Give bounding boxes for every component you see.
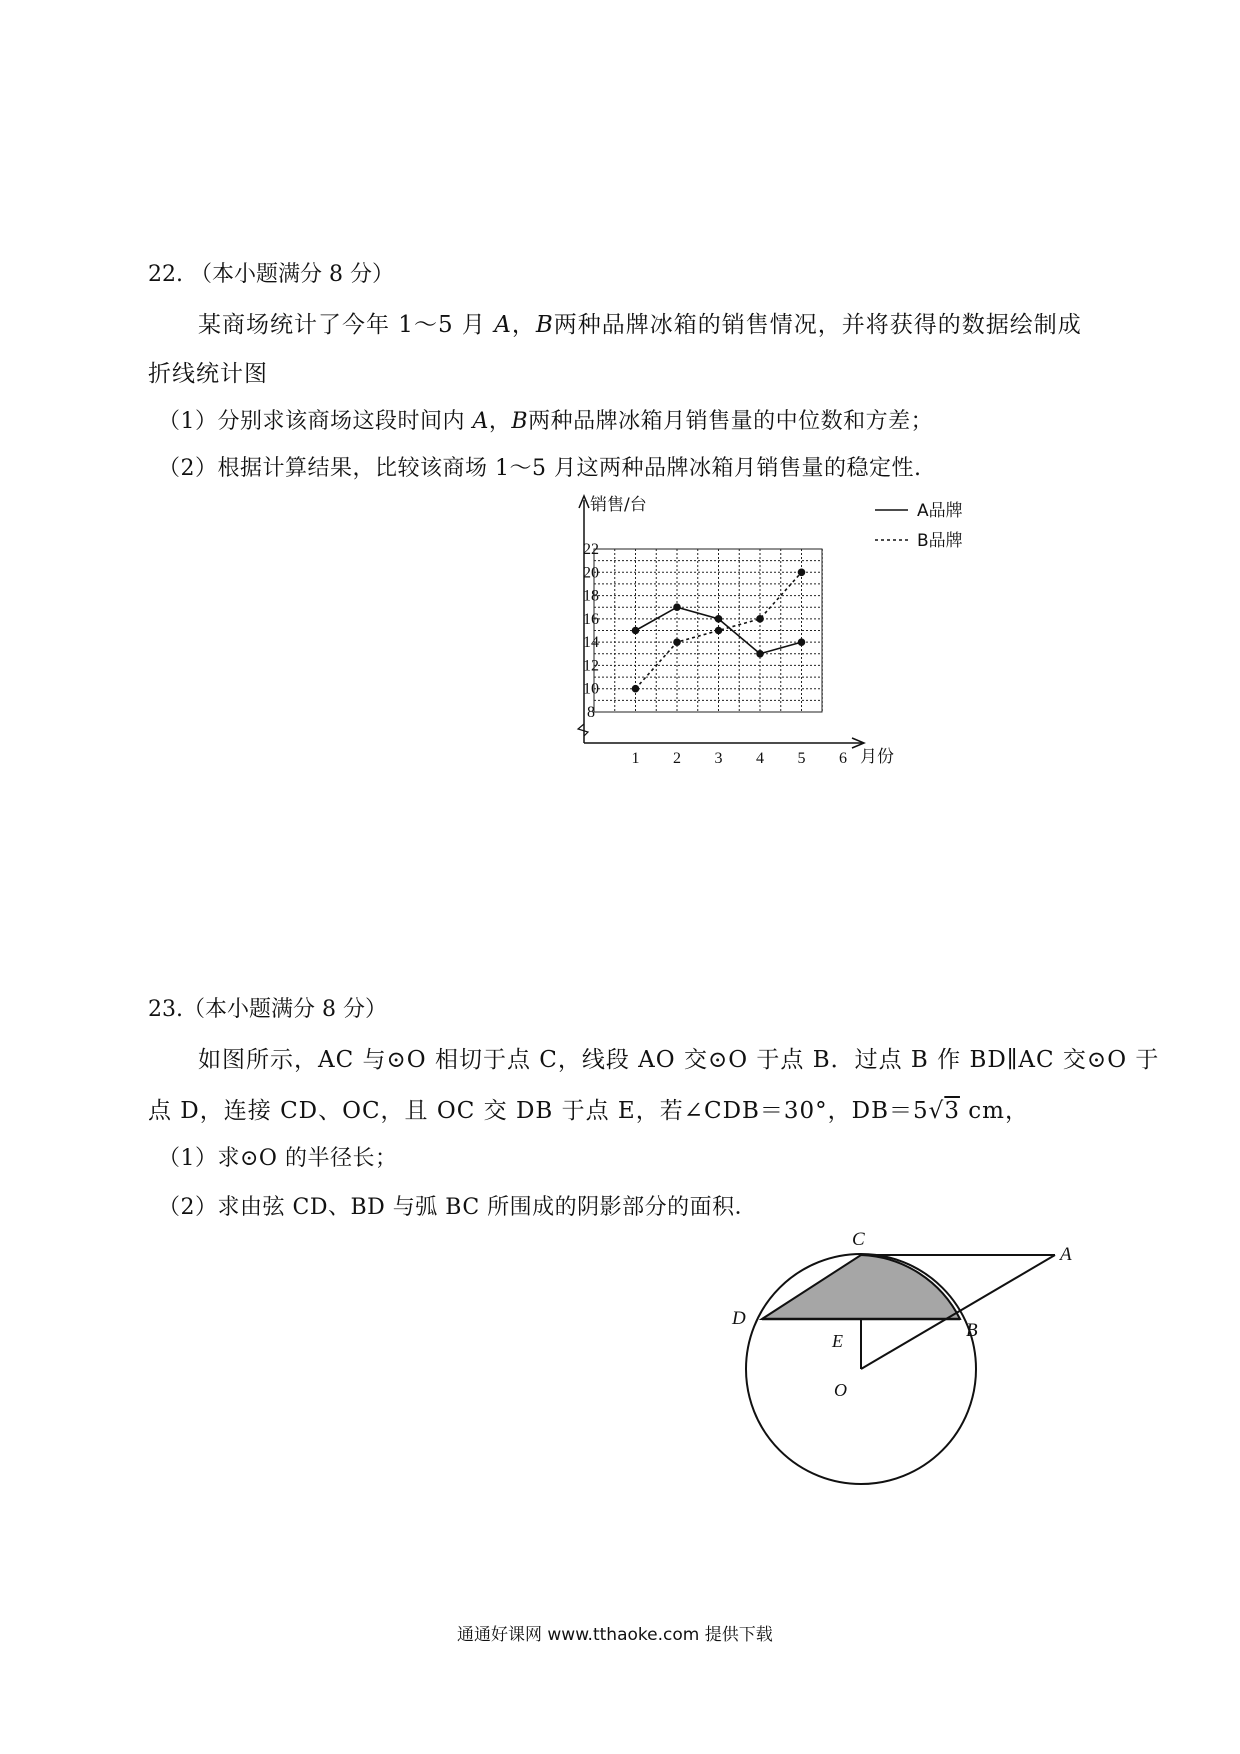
data-point-b — [715, 627, 723, 635]
q22-part1-var-b: B — [511, 409, 529, 434]
data-point-b — [673, 638, 681, 646]
y-tick-label: 10 — [583, 680, 599, 698]
sqrt-radicand: 3 — [944, 1098, 960, 1124]
circle-tangent-figure — [720, 1230, 1120, 1510]
data-point-a — [715, 615, 723, 623]
data-point-b — [632, 685, 640, 693]
y-axis-label: 销售/台 — [590, 495, 647, 515]
q22-intro-comma: ， — [511, 312, 536, 338]
x-tick-label: 6 — [839, 750, 847, 767]
data-point-b — [798, 568, 806, 576]
q22-part1 — [158, 404, 933, 435]
x-tick-label: 3 — [714, 750, 723, 767]
y-tick-label: 20 — [583, 564, 599, 582]
shaded-region — [762, 1255, 960, 1319]
data-point-b — [756, 615, 764, 623]
q22-part1-comma: ， — [488, 409, 512, 434]
q23-part2: （2）求由弦 CD、BD 与弧 BC 所围成的阴影部分的面积． — [158, 1195, 758, 1220]
sqrt-symbol: √ — [928, 1098, 945, 1124]
y-tick-label: 18 — [583, 587, 599, 605]
label-d: D — [732, 1308, 746, 1329]
label-b: B — [966, 1320, 978, 1341]
legend-label-a: A品牌 — [917, 501, 963, 521]
page-footer: 通通好课网 www.tthaoke.com 提供下载 — [457, 1625, 773, 1645]
label-a: A — [1060, 1244, 1072, 1265]
data-point-a — [673, 603, 681, 611]
label-c: C — [852, 1230, 865, 1250]
data-point-a — [756, 650, 764, 658]
label-o: O — [834, 1380, 847, 1400]
q23-intro-line2-unit: cm， — [959, 1098, 1029, 1124]
y-tick-label: 12 — [583, 657, 599, 675]
q22-part2: （2）根据计算结果，比较该商场 1～5 月这两种品牌冰箱月销售量的稳定性. — [158, 456, 922, 481]
sales-line-chart — [560, 488, 990, 778]
y-tick-label: 8 — [587, 704, 595, 721]
legend-label-b: B品牌 — [917, 531, 963, 551]
q22-part1-text-2: 两种品牌冰箱月销售量的中位数和方差； — [528, 409, 934, 434]
q22-header: 22. （本小题满分 8 分） — [148, 262, 394, 287]
y-tick-label: 22 — [583, 541, 599, 558]
q22-intro-text: 某商场统计了今年 1～5 月 — [198, 312, 486, 338]
y-tick-label: 14 — [583, 634, 599, 652]
q22-intro-var-a: A — [494, 312, 512, 338]
x-tick-label: 4 — [756, 750, 764, 767]
q23-header: 23.（本小题满分 8 分） — [148, 997, 387, 1022]
q23-intro-line2-text: 点 D，连接 CD、OC，且 OC 交 DB 于点 E，若∠CDB＝30°，DB＝5 — [148, 1098, 929, 1124]
q22-part1-var-a: A — [472, 409, 489, 434]
q22-intro-line2: 折线统计图 — [148, 361, 268, 387]
label-e: E — [832, 1331, 843, 1351]
data-point-a — [798, 638, 806, 646]
x-axis-label: 月份 — [860, 747, 894, 767]
data-point-a — [632, 627, 640, 635]
q23-part1: （1）求⊙O 的半径长； — [158, 1146, 398, 1171]
x-tick-label: 5 — [797, 750, 806, 767]
q23-intro-line2 — [148, 1092, 1029, 1125]
x-tick-label: 1 — [631, 750, 640, 767]
x-tick-label: 2 — [673, 750, 681, 767]
q22-part1-text: （1）分别求该商场这段时间内 — [158, 409, 465, 434]
q22-intro-line1 — [198, 306, 1082, 339]
q23-intro-line1: 如图所示，AC 与⊙O 相切于点 C，线段 AO 交⊙O 于点 B．过点 B 作 BD∥AC 交⊙O 于 — [198, 1047, 1160, 1073]
q22-intro-text-2: 两种品牌冰箱的销售情况，并将获得的数据绘制成 — [553, 312, 1082, 338]
y-tick-label: 16 — [583, 610, 599, 628]
q22-intro-var-b: B — [535, 312, 554, 338]
axis-break-mark — [578, 724, 588, 736]
